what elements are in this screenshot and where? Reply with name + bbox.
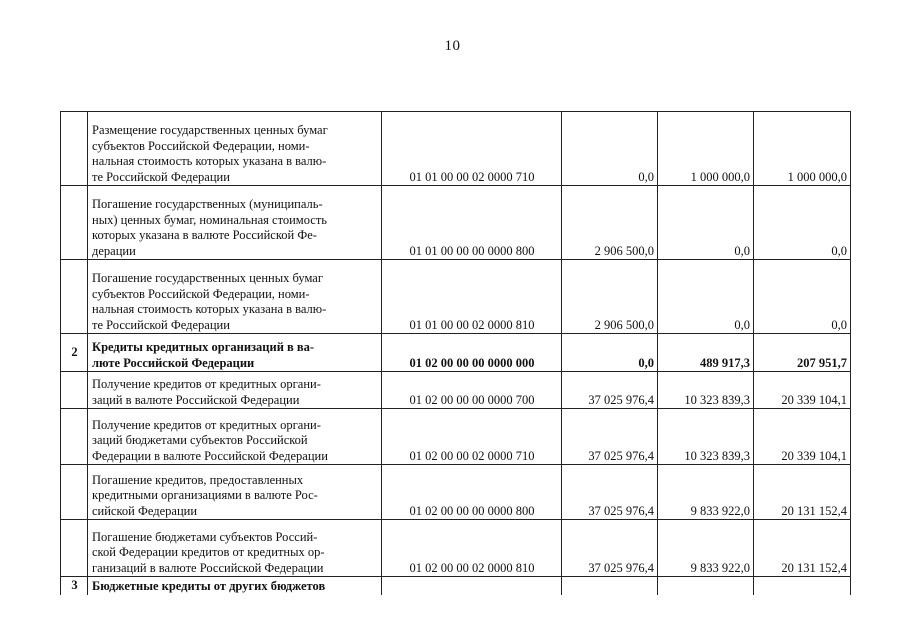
table-row [61,409,851,465]
table-row [61,520,851,577]
row-name-cell: Размещение государственных ценных бумаг субъектов Российской Федерации, номи- нальная стоимость которых указана в валю- те Российской Федерации [88,112,382,186]
row-name-cell: Получение кредитов от кредитных органи- заций в валюте Российской Федерации [88,372,382,409]
section-header-row [61,577,851,595]
value-cell-3: 20 131 152,4 [754,520,851,577]
table-row [61,186,851,260]
value-cell-3: 20 131 152,4 [754,465,851,520]
value-cell-2: 10 323 839,3 [658,372,754,409]
budget-code-cell [382,577,562,595]
row-name-cell: Погашение государственных ценных бумаг субъектов Российской Федерации, номи- нальная стоимость которых указана в валю- те Российской Федерации [88,260,382,334]
value-cell-3: 0,0 [754,260,851,334]
row-number-cell [61,260,88,334]
row-name-cell: Погашение государственных (муниципаль- ных) ценных бумаг, номинальная стоимость которых указана в валюте Российской Фе- дерации [88,186,382,260]
row-name-cell: Погашение бюджетами субъектов Россий- ской Федерации кредитов от кредитных ор- ганизаций в валюте Российской Федерации [88,520,382,577]
value-cell-1: 37 025 976,4 [562,409,658,465]
value-cell-1: 2 906 500,0 [562,186,658,260]
budget-code-cell: 01 02 00 00 02 0000 710 [382,409,562,465]
value-cell-1 [562,577,658,595]
value-cell-1: 0,0 [562,112,658,186]
value-cell-2: 1 000 000,0 [658,112,754,186]
budget-code-cell: 01 01 00 00 02 0000 810 [382,260,562,334]
value-cell-1: 2 906 500,0 [562,260,658,334]
value-cell-2: 489 917,3 [658,334,754,372]
row-name-cell: Бюджетные кредиты от других бюджетов [88,577,382,595]
budget-code-cell: 01 02 00 00 00 0000 700 [382,372,562,409]
value-cell-3: 207 951,7 [754,334,851,372]
value-cell-2: 0,0 [658,260,754,334]
sources-of-financing-table [60,111,851,595]
value-cell-2: 9 833 922,0 [658,465,754,520]
value-cell-3: 20 339 104,1 [754,409,851,465]
row-number-cell [61,112,88,186]
table-row [61,260,851,334]
value-cell-1: 0,0 [562,334,658,372]
row-name-cell: Получение кредитов от кредитных органи- заций бюджетами субъектов Российской Федерации в валюте Российской Федерации [88,409,382,465]
value-cell-1: 37 025 976,4 [562,465,658,520]
budget-code-cell: 01 02 00 00 00 0000 800 [382,465,562,520]
row-name-cell: Кредиты кредитных организаций в ва- люте Российской Федерации [88,334,382,372]
value-cell-3: 1 000 000,0 [754,112,851,186]
value-cell-3: 20 339 104,1 [754,372,851,409]
section-header-row [61,334,851,372]
budget-code-cell: 01 02 00 00 00 0000 000 [382,334,562,372]
budget-code-cell: 01 01 00 00 00 0000 800 [382,186,562,260]
page-number: 10 [444,38,461,54]
budget-code-cell: 01 02 00 00 02 0000 810 [382,520,562,577]
value-cell-2 [658,577,754,595]
value-cell-3 [754,577,851,595]
value-cell-2: 10 323 839,3 [658,409,754,465]
row-number-cell [61,409,88,465]
table-row [61,465,851,520]
row-number-cell: 3 [61,577,88,595]
row-number-cell [61,372,88,409]
row-number-cell [61,520,88,577]
value-cell-3: 0,0 [754,186,851,260]
table-row [61,112,851,186]
value-cell-1: 37 025 976,4 [562,372,658,409]
row-number-cell [61,465,88,520]
row-number-cell: 2 [61,334,88,372]
budget-code-cell: 01 01 00 00 02 0000 710 [382,112,562,186]
value-cell-2: 9 833 922,0 [658,520,754,577]
row-name-cell: Погашение кредитов, предоставленных кредитными организациями в валюте Рос- сийской Федерации [88,465,382,520]
row-number-cell [61,186,88,260]
value-cell-1: 37 025 976,4 [562,520,658,577]
table-row [61,372,851,409]
value-cell-2: 0,0 [658,186,754,260]
